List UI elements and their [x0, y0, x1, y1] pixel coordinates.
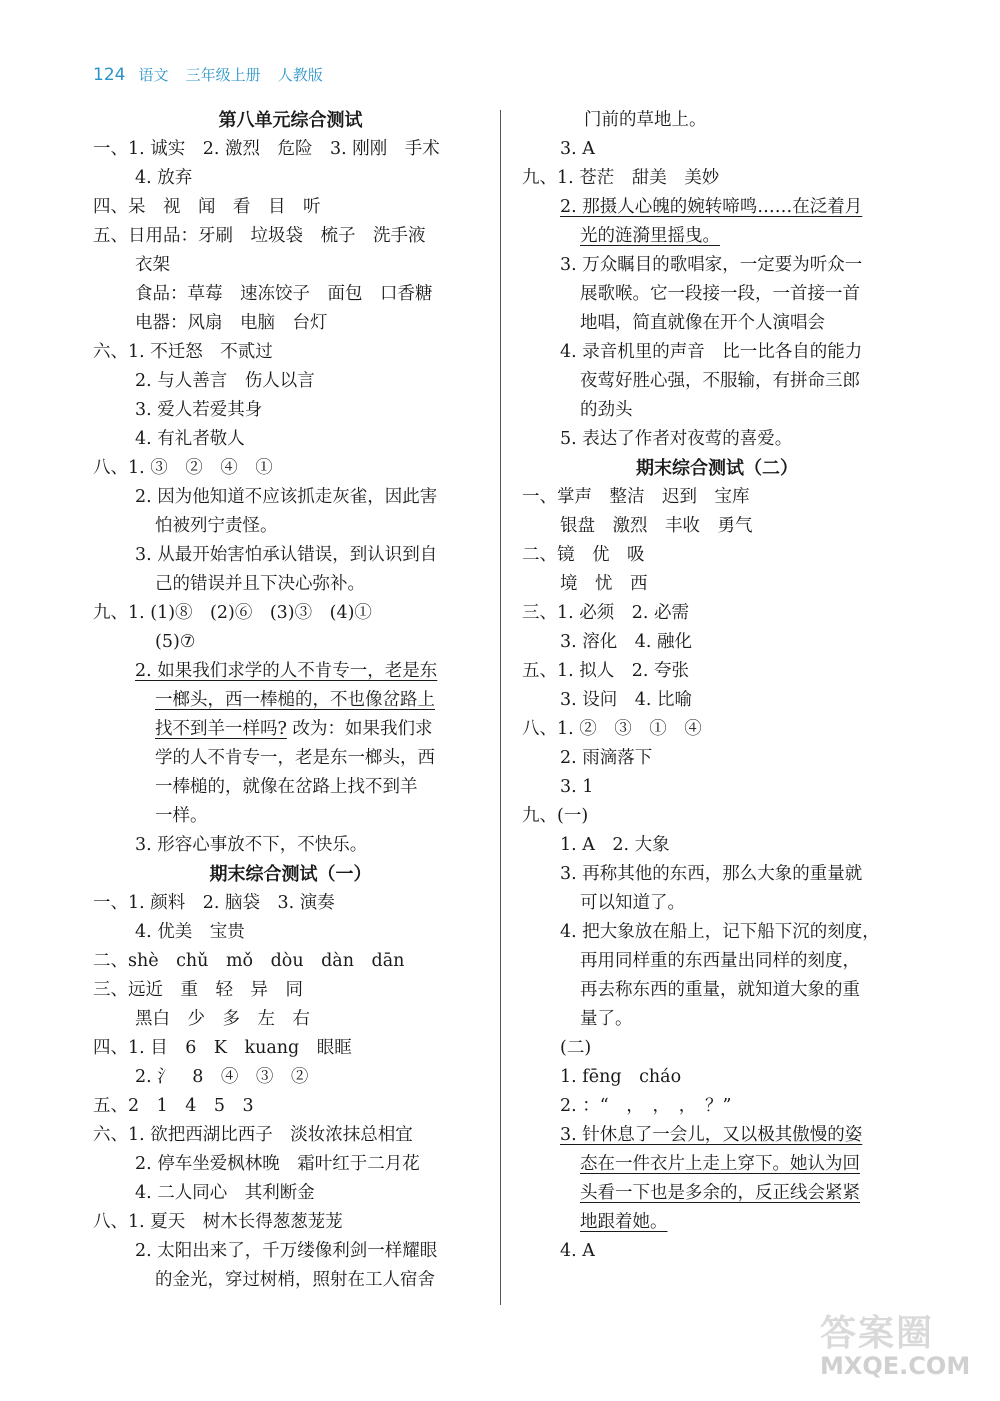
answer-line [522, 338, 912, 367]
answer-text: 一、1. 颜料 2. 脑袋 3. 演奏 [93, 893, 335, 913]
answer-line [522, 744, 912, 773]
answer-text: 六、1. 不迁怒 不贰过 [93, 342, 273, 362]
answer-text: 怕被列宁责怪。 [155, 516, 278, 536]
answer-text: (二) [560, 1038, 592, 1058]
page-number: 124 [93, 65, 126, 85]
answer-text: 2. 停车坐爱枫林晚 霜叶红于二月花 [135, 1154, 420, 1174]
answer-line [93, 222, 488, 251]
answer-text: 夜莺好胜心强，不服输，有拼命三郎 [580, 371, 860, 391]
answer-line [93, 309, 488, 338]
answer-text: 九、1. (1)⑧ (2)⑥ (3)③ (4)① [93, 603, 372, 623]
answer-line [93, 1063, 488, 1092]
answer-line [93, 425, 488, 454]
answer-text: 4. 二人同心 其利断金 [135, 1183, 315, 1203]
edition-label: 人教版 [277, 66, 323, 84]
answer-line [93, 1179, 488, 1208]
answer-text: 2. 雨滴落下 [560, 748, 653, 768]
answer-text: 4. 把大象放在船上，记下船下沉的刻度， [560, 922, 880, 942]
answer-line [93, 483, 488, 512]
answer-text: 门前的草地上。 [584, 110, 707, 130]
page-header [93, 64, 335, 85]
answer-text: 2. 氵 8 ④ ③ ② [135, 1067, 309, 1087]
answer-line [93, 1092, 488, 1121]
answer-text: 二、镜 优 吸 [522, 545, 645, 565]
answer-text: 学的人不肯专一，老是东一榔头，西 [155, 748, 435, 768]
underlined-text: 找不到羊一样吗? [155, 719, 287, 739]
right-column [522, 106, 912, 1266]
answer-text: 2. 如果我们求学的人不肯专一，老是东 [135, 661, 438, 681]
answer-line [522, 1237, 912, 1266]
answer-line [522, 599, 912, 628]
answer-text: 四、1. 目 6 K kuang 眼眶 [93, 1038, 352, 1058]
answer-line [522, 106, 912, 135]
answer-text: 3. A [560, 139, 595, 159]
answer-text: 2. 太阳出来了，千万缕像利剑一样耀眼 [135, 1241, 438, 1261]
answer-line [93, 541, 488, 570]
answer-text: 展歌喉。它一段接一段，一首接一首 [580, 284, 860, 304]
answer-line [93, 251, 488, 280]
answer-line [522, 164, 912, 193]
answer-text: 改为：如果我们求 [286, 719, 433, 739]
answer-line [522, 251, 912, 280]
answer-line [522, 947, 912, 976]
answer-line [522, 541, 912, 570]
answer-line [93, 164, 488, 193]
answer-line [93, 802, 488, 831]
answer-text: 态在一件衣片上走上穿下。她认为回 [580, 1154, 860, 1174]
answer-line [522, 512, 912, 541]
answer-line [93, 338, 488, 367]
answer-text: 3. 爱人若爱其身 [135, 400, 263, 420]
answer-text: 量了。 [580, 1009, 633, 1029]
answer-text: 1. A 2. 大象 [560, 835, 670, 855]
underlined-answer-line [93, 686, 488, 715]
answer-line [93, 628, 488, 657]
answer-text: 电器：风扇 电脑 台灯 [135, 313, 328, 333]
answer-text: 五、2 1 4 5 3 [93, 1096, 254, 1116]
answer-line [522, 1034, 912, 1063]
answer-line [93, 454, 488, 483]
answer-text: 六、1. 欲把西湖比西子 淡妆浓抹总相宜 [93, 1125, 413, 1145]
section-title: 期末综合测试（一） [209, 864, 372, 885]
answer-text: 3. 再称其他的东西，那么大象的重量就 [560, 864, 863, 884]
answer-text: 4. 优美 宝贵 [135, 922, 245, 942]
answer-line [522, 1005, 912, 1034]
left-column [93, 106, 488, 1295]
answer-line [93, 1266, 488, 1295]
answer-line [522, 715, 912, 744]
answer-line [93, 1005, 488, 1034]
answer-text: 五、1. 拟人 2. 夸张 [522, 661, 690, 681]
answer-line [522, 483, 912, 512]
answer-text: 5. 表达了作者对夜莺的喜爱。 [560, 429, 793, 449]
answer-text: 4. 有礼者敬人 [135, 429, 245, 449]
answer-text: 4. 放弃 [135, 168, 193, 188]
answer-text: 2. 那摄人心魄的婉转啼鸣……在泛着月 [560, 197, 863, 217]
answer-text: 一、1. 诚实 2. 激烈 危险 3. 刚刚 手术 [93, 139, 440, 159]
answer-text: 3. 溶化 4. 融化 [560, 632, 693, 652]
answer-line [522, 280, 912, 309]
answer-text: 食品：草莓 速冻饺子 面包 口香糖 [135, 284, 433, 304]
answer-line [93, 889, 488, 918]
answer-line [93, 918, 488, 947]
answer-text: 的劲头 [580, 400, 633, 420]
answer-text: 的金光，穿过树梢，照射在工人宿舍 [155, 1270, 435, 1290]
answer-line [522, 976, 912, 1005]
answer-text: (5)⑦ [155, 632, 196, 652]
underlined-answer-line [93, 657, 488, 686]
answer-line [522, 1092, 912, 1121]
answer-line [93, 280, 488, 309]
underlined-answer-line [522, 193, 912, 222]
answer-text: 2. ：“ ， ， ， ？” [560, 1096, 732, 1116]
answer-line [93, 773, 488, 802]
underlined-answer-line [522, 222, 912, 251]
answer-line [522, 773, 912, 802]
answer-text: 八、1. ② ③ ① ④ [522, 719, 702, 739]
answer-line [93, 947, 488, 976]
watermark-logo [820, 1305, 970, 1385]
answer-text: 一棒槌的，就像在岔路上找不到羊 [155, 777, 418, 797]
answer-text: 八、1. ③ ② ④ ① [93, 458, 273, 478]
section-title: 第八单元综合测试 [218, 110, 363, 131]
answer-line [93, 976, 488, 1005]
answer-line [93, 570, 488, 599]
answer-text: 三、1. 必须 2. 必需 [522, 603, 690, 623]
answer-text: 八、1. 夏天 树木长得葱葱茏茏 [93, 1212, 343, 1232]
answer-text: 银盘 激烈 丰收 勇气 [560, 516, 753, 536]
answer-line [93, 135, 488, 164]
answer-text: 3. 形容心事放不下，不快乐。 [135, 835, 368, 855]
answer-text: 衣架 [135, 255, 170, 275]
answer-text: 2. 与人善言 伤人以言 [135, 371, 315, 391]
answer-text: 九、(一) [522, 806, 589, 826]
answer-line [93, 1034, 488, 1063]
answer-text: 3. 1 [560, 777, 594, 797]
answer-line [522, 918, 912, 947]
answer-line [93, 512, 488, 541]
watermark-domain: MXQE.COM [820, 1352, 971, 1380]
answer-line [522, 802, 912, 831]
column-divider [500, 110, 501, 1305]
answer-line [93, 1208, 488, 1237]
answer-line [522, 135, 912, 164]
answer-line [522, 860, 912, 889]
answer-line [93, 1121, 488, 1150]
answer-text: 一样。 [155, 806, 208, 826]
answer-line [522, 425, 912, 454]
answer-text: 3. 万众瞩目的歌唱家，一定要为听众一 [560, 255, 863, 275]
answer-line [93, 396, 488, 425]
answer-line [522, 1063, 912, 1092]
answer-line [93, 744, 488, 773]
answer-text: 3. 从最开始害怕承认错误，到认识到自 [135, 545, 438, 565]
answer-text: 一、掌声 整洁 迟到 宝库 [522, 487, 750, 507]
answer-text: 头看一下也是多余的，反正线会紧紧 [580, 1183, 860, 1203]
answer-text: 境 忧 西 [560, 574, 648, 594]
answer-line [93, 715, 488, 744]
answer-text: 己的错误并且下决心弥补。 [155, 574, 365, 594]
answer-text: 可以知道了。 [580, 893, 685, 913]
answer-text: 一榔头，西一棒槌的，不也像岔路上 [155, 690, 435, 710]
grade-label: 三年级上册 [185, 66, 261, 84]
underlined-answer-line [522, 1121, 912, 1150]
answer-text: 二、shè chǔ mǒ dòu dàn dān [93, 951, 405, 971]
answer-line [93, 367, 488, 396]
answer-text: 五、日用品：牙刷 垃圾袋 梳子 洗手液 [93, 226, 426, 246]
answer-line [93, 1237, 488, 1266]
answer-line [522, 831, 912, 860]
answer-line [93, 1150, 488, 1179]
answer-text: 4. A [560, 1241, 595, 1261]
answer-line [522, 889, 912, 918]
answer-line [93, 831, 488, 860]
answer-line [522, 570, 912, 599]
answer-text: 三、远近 重 轻 异 同 [93, 980, 303, 1000]
answer-text: 3. 设问 4. 比喻 [560, 690, 693, 710]
answer-line [522, 309, 912, 338]
answer-line [522, 396, 912, 425]
answer-text: 九、1. 苍茫 甜美 美妙 [522, 168, 720, 188]
answer-text: 地跟着她。 [580, 1212, 668, 1232]
answer-line [522, 686, 912, 715]
answer-text: 再用同样重的东西量出同样的刻度， [580, 951, 860, 971]
answer-text: 4. 录音机里的声音 比一比各自的能力 [560, 342, 863, 362]
answer-line [93, 193, 488, 222]
answer-text: 四、呆 视 闻 看 目 听 [93, 197, 321, 217]
answer-text: 再去称东西的重量，就知道大象的重 [580, 980, 860, 1000]
answer-text: 3. 针休息了一会儿，又以极其傲慢的姿 [560, 1125, 863, 1145]
section-title: 期末综合测试（二） [636, 458, 798, 479]
underlined-answer-line [522, 1179, 912, 1208]
underlined-answer-line [522, 1208, 912, 1237]
answer-text: 1. fēng cháo [560, 1067, 682, 1087]
underlined-answer-line [522, 1150, 912, 1179]
answer-line [522, 367, 912, 396]
answer-line [522, 657, 912, 686]
watermark-text: 答案圈 [820, 1313, 935, 1354]
answer-text: 地唱，简直就像在开个人演唱会 [580, 313, 825, 333]
subject-label: 语文 [138, 66, 169, 84]
answer-line [93, 599, 488, 628]
answer-line [522, 628, 912, 657]
answer-text: 光的涟漪里摇曳。 [580, 226, 720, 246]
answer-text: 黑白 少 多 左 右 [135, 1009, 310, 1029]
answer-text: 2. 因为他知道不应该抓走灰雀，因此害 [135, 487, 438, 507]
